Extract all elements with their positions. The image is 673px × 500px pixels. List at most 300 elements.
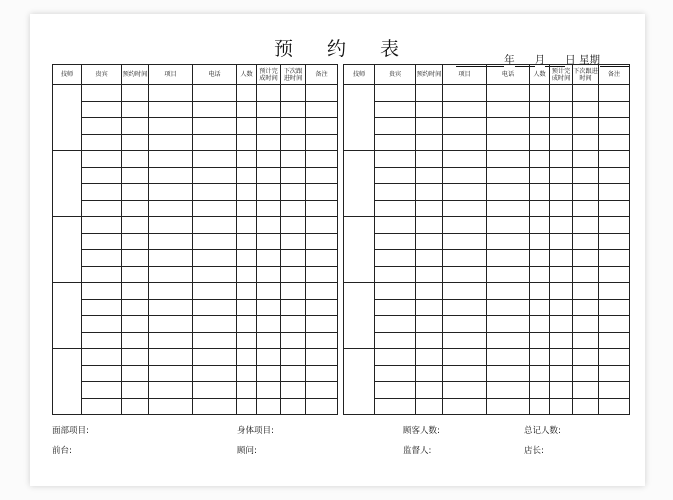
technician-cell[interactable] [53,85,82,151]
booking-cell[interactable] [375,200,416,217]
booking-cell[interactable] [375,316,416,333]
booking-cell[interactable] [599,200,630,217]
booking-cell[interactable] [82,266,122,283]
booking-cell[interactable] [237,316,257,333]
booking-cell[interactable] [599,167,630,184]
booking-cell[interactable] [416,316,443,333]
booking-cell[interactable] [149,200,193,217]
booking-cell[interactable] [281,134,306,151]
booking-cell[interactable] [599,233,630,250]
booking-cell[interactable] [487,167,530,184]
booking-cell[interactable] [237,250,257,267]
booking-cell[interactable] [550,332,573,349]
booking-cell[interactable] [149,349,193,366]
booking-cell[interactable] [237,200,257,217]
booking-cell[interactable] [599,349,630,366]
booking-cell[interactable] [599,101,630,118]
booking-cell[interactable] [306,283,338,300]
booking-cell[interactable] [149,134,193,151]
booking-cell[interactable] [487,382,530,399]
booking-cell[interactable] [193,382,237,399]
booking-cell[interactable] [257,118,281,135]
booking-cell[interactable] [82,398,122,415]
booking-cell[interactable] [550,200,573,217]
booking-cell[interactable] [416,233,443,250]
booking-cell[interactable] [416,365,443,382]
booking-cell[interactable] [82,233,122,250]
booking-cell[interactable] [416,266,443,283]
booking-cell[interactable] [530,118,550,135]
booking-cell[interactable] [443,283,487,300]
technician-cell[interactable] [344,283,375,349]
booking-cell[interactable] [257,85,281,102]
booking-cell[interactable] [82,134,122,151]
booking-cell[interactable] [82,332,122,349]
booking-cell[interactable] [530,382,550,399]
booking-cell[interactable] [487,217,530,234]
booking-cell[interactable] [193,299,237,316]
booking-cell[interactable] [416,382,443,399]
booking-cell[interactable] [573,283,599,300]
booking-cell[interactable] [281,118,306,135]
booking-cell[interactable] [443,167,487,184]
booking-cell[interactable] [281,184,306,201]
booking-cell[interactable] [193,167,237,184]
booking-cell[interactable] [573,217,599,234]
booking-cell[interactable] [149,118,193,135]
booking-cell[interactable] [416,217,443,234]
booking-cell[interactable] [573,365,599,382]
booking-cell[interactable] [443,151,487,168]
technician-cell[interactable] [344,217,375,283]
booking-cell[interactable] [375,233,416,250]
booking-cell[interactable] [281,332,306,349]
technician-cell[interactable] [53,283,82,349]
booking-cell[interactable] [550,382,573,399]
booking-cell[interactable] [573,101,599,118]
booking-cell[interactable] [257,316,281,333]
booking-cell[interactable] [193,200,237,217]
booking-cell[interactable] [257,217,281,234]
booking-cell[interactable] [550,101,573,118]
booking-cell[interactable] [257,184,281,201]
booking-cell[interactable] [82,283,122,300]
booking-cell[interactable] [149,184,193,201]
booking-cell[interactable] [257,101,281,118]
booking-cell[interactable] [530,266,550,283]
booking-cell[interactable] [193,85,237,102]
booking-cell[interactable] [416,118,443,135]
booking-cell[interactable] [257,266,281,283]
booking-cell[interactable] [375,332,416,349]
booking-cell[interactable] [257,299,281,316]
booking-cell[interactable] [149,316,193,333]
technician-cell[interactable] [344,85,375,151]
booking-cell[interactable] [443,266,487,283]
booking-cell[interactable] [443,200,487,217]
booking-cell[interactable] [443,349,487,366]
booking-cell[interactable] [375,382,416,399]
booking-cell[interactable] [193,233,237,250]
booking-cell[interactable] [237,299,257,316]
booking-cell[interactable] [416,101,443,118]
booking-cell[interactable] [443,134,487,151]
booking-cell[interactable] [82,316,122,333]
booking-cell[interactable] [573,233,599,250]
booking-cell[interactable] [257,134,281,151]
booking-cell[interactable] [122,101,149,118]
booking-cell[interactable] [306,382,338,399]
booking-cell[interactable] [375,299,416,316]
booking-cell[interactable] [122,134,149,151]
booking-cell[interactable] [257,332,281,349]
booking-cell[interactable] [149,85,193,102]
booking-cell[interactable] [487,200,530,217]
booking-cell[interactable] [237,233,257,250]
booking-cell[interactable] [257,233,281,250]
booking-cell[interactable] [149,398,193,415]
booking-cell[interactable] [149,332,193,349]
booking-cell[interactable] [306,233,338,250]
booking-cell[interactable] [237,349,257,366]
booking-cell[interactable] [443,299,487,316]
booking-cell[interactable] [573,184,599,201]
booking-cell[interactable] [122,316,149,333]
booking-cell[interactable] [237,134,257,151]
technician-cell[interactable] [344,151,375,217]
booking-cell[interactable] [306,134,338,151]
booking-cell[interactable] [443,382,487,399]
booking-cell[interactable] [306,167,338,184]
booking-cell[interactable] [530,349,550,366]
booking-cell[interactable] [82,217,122,234]
booking-cell[interactable] [149,382,193,399]
booking-cell[interactable] [573,250,599,267]
booking-cell[interactable] [122,250,149,267]
booking-cell[interactable] [573,85,599,102]
booking-cell[interactable] [257,365,281,382]
booking-cell[interactable] [306,349,338,366]
booking-cell[interactable] [573,118,599,135]
booking-cell[interactable] [122,332,149,349]
booking-cell[interactable] [122,266,149,283]
technician-cell[interactable] [53,217,82,283]
booking-cell[interactable] [416,85,443,102]
booking-cell[interactable] [281,167,306,184]
booking-cell[interactable] [281,365,306,382]
booking-cell[interactable] [257,250,281,267]
booking-cell[interactable] [416,332,443,349]
booking-cell[interactable] [193,349,237,366]
booking-cell[interactable] [599,184,630,201]
booking-cell[interactable] [530,250,550,267]
booking-cell[interactable] [149,217,193,234]
booking-cell[interactable] [306,250,338,267]
booking-cell[interactable] [550,151,573,168]
booking-cell[interactable] [599,316,630,333]
booking-cell[interactable] [530,134,550,151]
booking-cell[interactable] [122,283,149,300]
booking-cell[interactable] [237,365,257,382]
booking-cell[interactable] [82,118,122,135]
booking-cell[interactable] [375,349,416,366]
booking-cell[interactable] [122,349,149,366]
booking-cell[interactable] [443,316,487,333]
booking-cell[interactable] [530,85,550,102]
booking-cell[interactable] [306,316,338,333]
booking-cell[interactable] [530,398,550,415]
booking-cell[interactable] [530,200,550,217]
booking-cell[interactable] [193,332,237,349]
booking-cell[interactable] [193,365,237,382]
booking-cell[interactable] [257,167,281,184]
booking-cell[interactable] [573,134,599,151]
booking-cell[interactable] [149,233,193,250]
booking-cell[interactable] [193,118,237,135]
booking-cell[interactable] [599,151,630,168]
booking-cell[interactable] [487,118,530,135]
booking-cell[interactable] [122,184,149,201]
booking-cell[interactable] [122,200,149,217]
booking-cell[interactable] [573,299,599,316]
booking-cell[interactable] [530,332,550,349]
booking-cell[interactable] [530,101,550,118]
booking-cell[interactable] [443,365,487,382]
booking-cell[interactable] [550,316,573,333]
booking-cell[interactable] [306,200,338,217]
booking-cell[interactable] [375,167,416,184]
booking-cell[interactable] [193,283,237,300]
booking-cell[interactable] [82,250,122,267]
booking-cell[interactable] [193,266,237,283]
booking-cell[interactable] [599,85,630,102]
booking-cell[interactable] [82,299,122,316]
booking-cell[interactable] [530,283,550,300]
booking-cell[interactable] [257,398,281,415]
booking-cell[interactable] [122,217,149,234]
booking-cell[interactable] [599,266,630,283]
booking-cell[interactable] [550,167,573,184]
booking-cell[interactable] [375,151,416,168]
technician-cell[interactable] [53,349,82,415]
booking-cell[interactable] [443,101,487,118]
booking-cell[interactable] [122,167,149,184]
booking-cell[interactable] [281,101,306,118]
booking-cell[interactable] [573,398,599,415]
booking-cell[interactable] [599,217,630,234]
booking-cell[interactable] [237,118,257,135]
booking-cell[interactable] [416,184,443,201]
booking-cell[interactable] [416,200,443,217]
booking-cell[interactable] [281,316,306,333]
booking-cell[interactable] [82,101,122,118]
booking-cell[interactable] [237,151,257,168]
booking-cell[interactable] [281,233,306,250]
booking-cell[interactable] [306,184,338,201]
booking-cell[interactable] [443,332,487,349]
booking-cell[interactable] [257,200,281,217]
booking-cell[interactable] [237,283,257,300]
booking-cell[interactable] [443,184,487,201]
booking-cell[interactable] [550,365,573,382]
booking-cell[interactable] [487,184,530,201]
booking-cell[interactable] [306,101,338,118]
booking-cell[interactable] [306,266,338,283]
booking-cell[interactable] [443,250,487,267]
booking-cell[interactable] [416,349,443,366]
booking-cell[interactable] [550,349,573,366]
booking-cell[interactable] [149,167,193,184]
booking-cell[interactable] [122,118,149,135]
booking-cell[interactable] [193,398,237,415]
booking-cell[interactable] [193,151,237,168]
booking-cell[interactable] [599,299,630,316]
booking-cell[interactable] [416,299,443,316]
booking-cell[interactable] [149,266,193,283]
booking-cell[interactable] [487,151,530,168]
booking-cell[interactable] [487,332,530,349]
booking-cell[interactable] [599,250,630,267]
booking-cell[interactable] [281,151,306,168]
booking-cell[interactable] [193,101,237,118]
booking-cell[interactable] [306,299,338,316]
booking-cell[interactable] [599,283,630,300]
booking-cell[interactable] [599,118,630,135]
booking-cell[interactable] [82,85,122,102]
booking-cell[interactable] [487,134,530,151]
booking-cell[interactable] [487,233,530,250]
booking-cell[interactable] [550,85,573,102]
booking-cell[interactable] [149,283,193,300]
booking-cell[interactable] [281,382,306,399]
booking-cell[interactable] [530,316,550,333]
booking-cell[interactable] [82,200,122,217]
technician-cell[interactable] [53,151,82,217]
booking-cell[interactable] [193,134,237,151]
booking-cell[interactable] [487,398,530,415]
booking-cell[interactable] [281,217,306,234]
booking-cell[interactable] [122,85,149,102]
booking-cell[interactable] [82,365,122,382]
booking-cell[interactable] [530,299,550,316]
booking-cell[interactable] [416,250,443,267]
booking-cell[interactable] [149,365,193,382]
booking-cell[interactable] [530,151,550,168]
booking-cell[interactable] [122,398,149,415]
booking-cell[interactable] [82,382,122,399]
booking-cell[interactable] [375,365,416,382]
booking-cell[interactable] [149,299,193,316]
booking-cell[interactable] [257,151,281,168]
booking-cell[interactable] [149,250,193,267]
booking-cell[interactable] [573,151,599,168]
booking-cell[interactable] [237,398,257,415]
booking-cell[interactable] [375,101,416,118]
booking-cell[interactable] [550,184,573,201]
booking-cell[interactable] [573,167,599,184]
booking-cell[interactable] [306,151,338,168]
booking-cell[interactable] [573,349,599,366]
booking-cell[interactable] [550,283,573,300]
booking-cell[interactable] [443,85,487,102]
booking-cell[interactable] [306,365,338,382]
booking-cell[interactable] [375,85,416,102]
booking-cell[interactable] [122,233,149,250]
booking-cell[interactable] [237,217,257,234]
booking-cell[interactable] [550,134,573,151]
booking-cell[interactable] [443,217,487,234]
booking-cell[interactable] [416,398,443,415]
booking-cell[interactable] [599,134,630,151]
booking-cell[interactable] [193,217,237,234]
booking-cell[interactable] [550,217,573,234]
booking-cell[interactable] [82,184,122,201]
booking-cell[interactable] [375,184,416,201]
booking-cell[interactable] [306,118,338,135]
booking-cell[interactable] [375,217,416,234]
booking-cell[interactable] [237,382,257,399]
technician-cell[interactable] [344,349,375,415]
booking-cell[interactable] [375,250,416,267]
booking-cell[interactable] [487,85,530,102]
booking-cell[interactable] [257,382,281,399]
booking-cell[interactable] [530,184,550,201]
booking-cell[interactable] [82,349,122,366]
booking-cell[interactable] [237,85,257,102]
booking-cell[interactable] [237,101,257,118]
booking-cell[interactable] [257,283,281,300]
booking-cell[interactable] [281,349,306,366]
booking-cell[interactable] [306,398,338,415]
booking-cell[interactable] [237,184,257,201]
booking-cell[interactable] [82,151,122,168]
booking-cell[interactable] [599,382,630,399]
booking-cell[interactable] [573,332,599,349]
booking-cell[interactable] [599,398,630,415]
booking-cell[interactable] [375,134,416,151]
booking-cell[interactable] [487,365,530,382]
booking-cell[interactable] [573,382,599,399]
booking-cell[interactable] [193,316,237,333]
booking-cell[interactable] [281,85,306,102]
booking-cell[interactable] [237,167,257,184]
booking-cell[interactable] [281,250,306,267]
booking-cell[interactable] [487,101,530,118]
booking-cell[interactable] [375,283,416,300]
booking-cell[interactable] [530,167,550,184]
booking-cell[interactable] [82,167,122,184]
booking-cell[interactable] [599,365,630,382]
booking-cell[interactable] [122,365,149,382]
booking-cell[interactable] [573,316,599,333]
booking-cell[interactable] [487,250,530,267]
booking-cell[interactable] [599,332,630,349]
booking-cell[interactable] [193,250,237,267]
booking-cell[interactable] [416,134,443,151]
booking-cell[interactable] [416,283,443,300]
booking-cell[interactable] [281,200,306,217]
booking-cell[interactable] [257,349,281,366]
booking-cell[interactable] [416,151,443,168]
booking-cell[interactable] [375,398,416,415]
booking-cell[interactable] [375,118,416,135]
booking-cell[interactable] [443,398,487,415]
booking-cell[interactable] [573,200,599,217]
booking-cell[interactable] [281,299,306,316]
booking-cell[interactable] [306,217,338,234]
booking-cell[interactable] [281,266,306,283]
booking-cell[interactable] [487,316,530,333]
